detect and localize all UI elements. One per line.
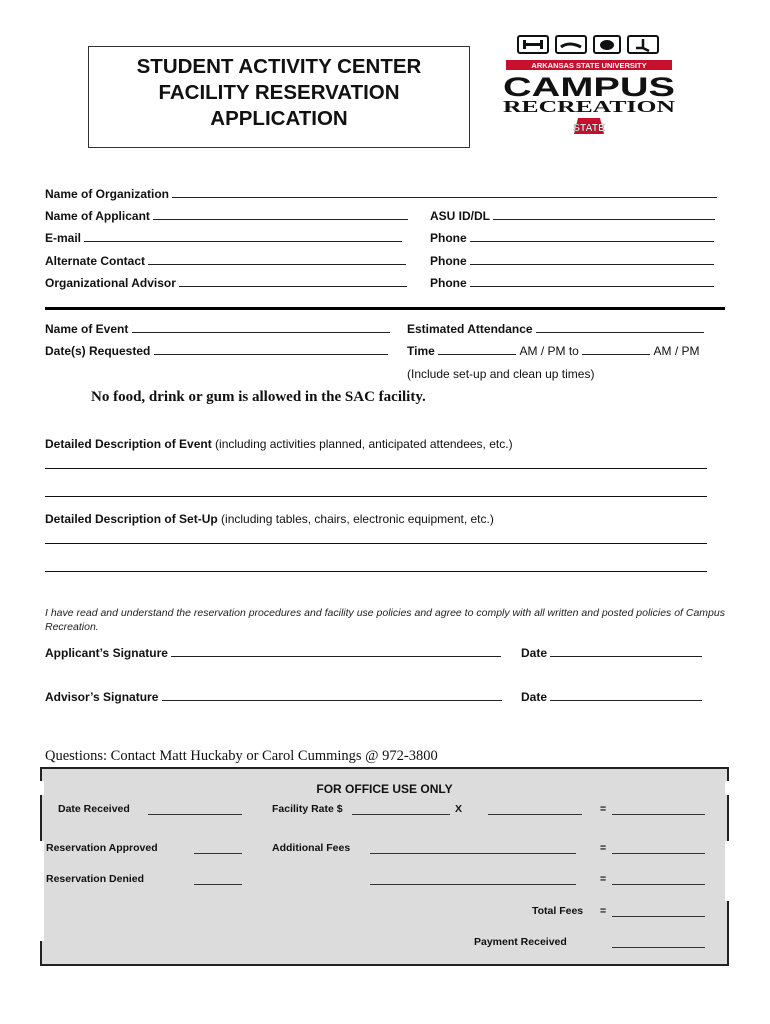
dumbbell-icon xyxy=(523,40,543,49)
event-description-line-2[interactable] xyxy=(45,496,707,497)
other-fees-line[interactable] xyxy=(370,874,576,885)
title-line-1: STUDENT ACTIVITY CENTER xyxy=(136,55,422,78)
setup-description-line-2[interactable] xyxy=(45,571,707,572)
facility-rate-label: Facility Rate $ xyxy=(272,803,343,815)
setup-description-label: Detailed Description of Set-Up (including tables, chairs, electronic equipment, etc.) xyxy=(45,512,494,526)
field-applicant[interactable]: Name of Applicant xyxy=(45,209,408,223)
reservation-denied-label: Reservation Denied xyxy=(46,873,145,885)
field-advisor[interactable]: Organizational Advisor xyxy=(45,276,407,290)
field-organization[interactable]: Name of Organization xyxy=(45,187,717,201)
reservation-approved-label: Reservation Approved xyxy=(46,842,158,854)
field-applicant-date[interactable]: Date xyxy=(521,646,702,660)
equals-sign-2: = xyxy=(600,842,607,854)
form-title xyxy=(88,46,470,148)
facility-rate-total-line[interactable] xyxy=(612,804,705,815)
additional-fees-total-line[interactable] xyxy=(612,843,705,854)
field-asu-id[interactable]: ASU ID/DL xyxy=(430,209,715,223)
total-fees-label: Total Fees xyxy=(532,905,584,917)
email-line[interactable] xyxy=(84,231,402,242)
office-use-panel xyxy=(40,767,729,966)
date-received-label: Date Received xyxy=(58,803,130,815)
swim-icon xyxy=(561,44,581,47)
advisor-signature-line[interactable] xyxy=(162,690,502,701)
additional-fees-label: Additional Fees xyxy=(272,842,351,854)
phone-3-line[interactable] xyxy=(470,276,714,287)
agreement-text: I have read and understand the reservation procedures and facility use policies and agree to comply with all written and posted policies of Campus Recreation. xyxy=(45,607,725,633)
field-alternate-contact[interactable]: Alternate Contact xyxy=(45,254,406,268)
attendance-line[interactable] xyxy=(536,322,704,333)
phone-2-line[interactable] xyxy=(470,254,714,265)
field-phone-2[interactable]: Phone xyxy=(430,254,714,268)
additional-fees-line[interactable] xyxy=(370,843,576,854)
time-note: (Include set-up and clean up times) xyxy=(407,367,595,381)
setup-description-line-1[interactable] xyxy=(45,543,707,544)
field-phone-1[interactable]: Phone xyxy=(430,231,714,245)
rate-quantity-line[interactable] xyxy=(488,804,582,815)
office-heading: FOR OFFICE USE ONLY xyxy=(316,782,453,796)
logo-recreation: RECREATION xyxy=(503,97,677,116)
food-notice: No food, drink or gum is allowed in the SAC facility. xyxy=(91,389,426,405)
total-fees-line[interactable] xyxy=(612,906,705,917)
questions-contact: Questions: Contact Matt Huckaby or Carol Cummings @ 972-3800 xyxy=(45,748,438,764)
field-advisor-date[interactable]: Date xyxy=(521,690,702,704)
advisor-date-line[interactable] xyxy=(550,690,702,701)
field-applicant-signature[interactable]: Applicant’s Signature xyxy=(45,646,501,660)
start-time-line[interactable] xyxy=(438,344,516,355)
applicant-signature-line[interactable] xyxy=(171,646,501,657)
field-phone-3[interactable]: Phone xyxy=(430,276,714,290)
field-email[interactable]: E-mail xyxy=(45,231,402,245)
field-advisor-signature[interactable]: Advisor’s Signature xyxy=(45,690,502,704)
field-event-name[interactable]: Name of Event xyxy=(45,322,390,336)
logo-state-mark: STATE xyxy=(573,123,605,134)
date-received-line[interactable] xyxy=(148,804,242,815)
logo-university: ARKANSAS STATE UNIVERSITY xyxy=(531,61,647,70)
approved-line[interactable] xyxy=(194,843,242,854)
title-line-2: FACILITY RESERVATION xyxy=(158,81,400,104)
payment-received-line[interactable] xyxy=(612,937,705,948)
field-attendance[interactable]: Estimated Attendance xyxy=(407,322,704,336)
event-description-line-1[interactable] xyxy=(45,468,707,469)
title-line-3: APPLICATION xyxy=(210,107,348,130)
field-dates[interactable]: Date(s) Requested xyxy=(45,344,388,358)
runner-icon xyxy=(636,39,649,51)
equals-sign-4: = xyxy=(600,905,607,917)
applicant-line[interactable] xyxy=(153,209,408,220)
advisor-line[interactable] xyxy=(179,276,407,287)
event-description-label: Detailed Description of Event (including activities planned, anticipated attendees, etc.) xyxy=(45,437,513,451)
logo-campus: CAMPUS xyxy=(503,72,675,102)
campus-recreation-logo xyxy=(498,34,680,138)
facility-rate-line[interactable] xyxy=(352,804,450,815)
equals-sign-1: = xyxy=(600,803,607,815)
end-time-line[interactable] xyxy=(582,344,650,355)
payment-received-label: Payment Received xyxy=(474,936,567,948)
organization-line[interactable] xyxy=(172,187,717,198)
other-fees-total-line[interactable] xyxy=(612,874,705,885)
multiply-sign: X xyxy=(455,803,463,815)
field-time[interactable]: Time AM / PM to AM / PM xyxy=(407,344,700,358)
phone-1-line[interactable] xyxy=(470,231,714,242)
alternate-contact-line[interactable] xyxy=(148,254,406,265)
applicant-date-line[interactable] xyxy=(550,646,702,657)
event-name-line[interactable] xyxy=(132,322,390,333)
ball-icon xyxy=(600,40,614,50)
equals-sign-3: = xyxy=(600,873,607,885)
asu-id-line[interactable] xyxy=(493,209,715,220)
denied-line[interactable] xyxy=(194,874,242,885)
section-divider xyxy=(45,307,725,310)
dates-line[interactable] xyxy=(154,344,388,355)
